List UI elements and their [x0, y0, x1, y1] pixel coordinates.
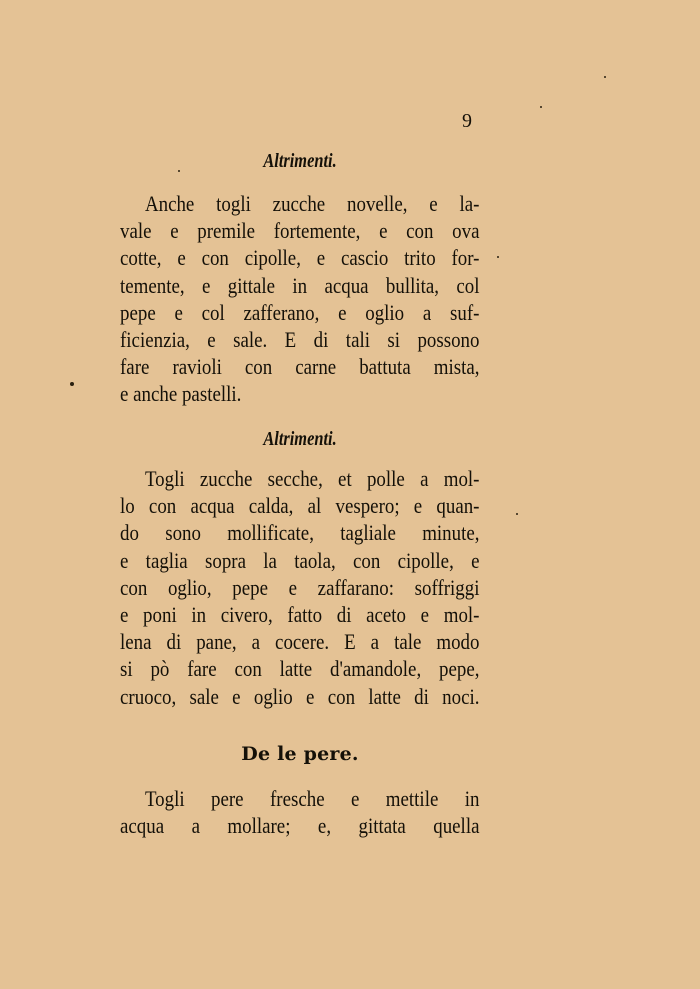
section-heading-de-le-pere: De le pere. [241, 743, 359, 765]
text-line: cruoco, sale e oglio e con latte di noci. [120, 683, 480, 709]
text-line: do sono mollificate, tagliale minute, [120, 520, 480, 546]
text-line: lena di pane, a cocere. E a tale modo [120, 629, 480, 655]
text-line: e taglia sopra la taola, con cipolle, e [120, 547, 480, 573]
text-line: Anche togli zucche novelle, e la- [144, 191, 480, 216]
text-line: Togli zucche secche, et polle a mol- [144, 466, 480, 491]
text-line: acqua a mollare; e, gittata quella [120, 813, 480, 839]
section-heading-altrimenti-1: Altrimenti. [263, 150, 337, 172]
section-heading-altrimenti-2: Altrimenti. [263, 428, 337, 450]
text-line: e anche pastelli. [120, 381, 242, 407]
text-line: temente, e gittale in acqua bullita, col [120, 272, 480, 298]
text-line: vale e premile fortemente, e con ova [120, 218, 480, 244]
text-line: cotte, e con cipolle, e cascio trito for- [120, 245, 480, 271]
scan-speck [178, 170, 180, 172]
text-line: ficienzia, e sale. E di tali si possono [120, 326, 480, 352]
text-line: con oglio, pepe e zaffarano: soffriggi [120, 574, 480, 600]
text-line: pepe e col zafferano, e oglio a suf- [120, 299, 480, 325]
text-line: lo con acqua calda, al vespero; e quan- [120, 493, 480, 519]
scan-speck [497, 256, 499, 258]
text-line: e poni in civero, fatto di aceto e mol- [120, 601, 480, 627]
text-line: Togli pere fresche e mettile in [144, 786, 480, 811]
paragraph-2 [120, 465, 480, 710]
text-line: fare ravioli con carne battuta mista, [120, 354, 480, 380]
page-number: 9 [462, 110, 472, 132]
scan-speck [70, 382, 74, 386]
paragraph-1 [120, 190, 480, 408]
scan-speck [516, 513, 518, 515]
scan-speck [540, 106, 542, 108]
scan-speck [604, 76, 606, 78]
paragraph-3 [120, 785, 480, 839]
text-line: si pò fare con latte d'amandole, pepe, [120, 656, 480, 682]
